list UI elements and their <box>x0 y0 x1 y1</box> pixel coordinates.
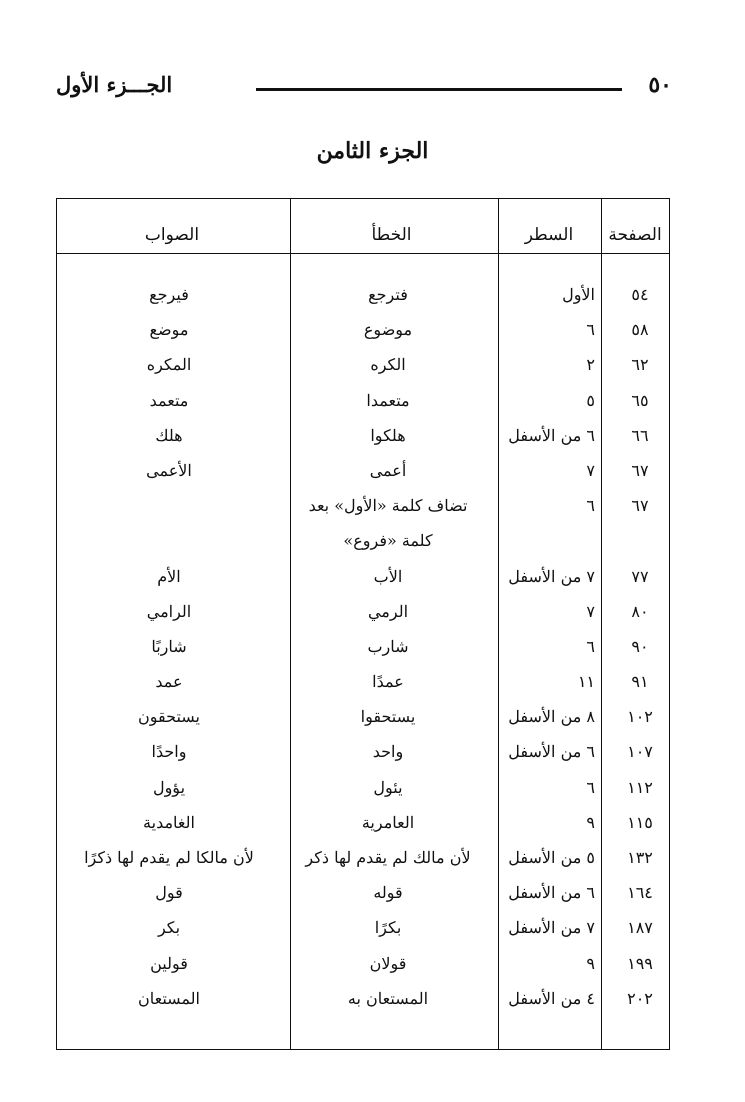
page-cell: ١٠٢ <box>627 707 653 727</box>
line-cell: ٦ <box>586 320 595 340</box>
error-cell: واحد <box>372 742 404 762</box>
column-header-error: الخطأ <box>371 225 412 245</box>
errata-table <box>56 198 670 1050</box>
line-cell: الأول <box>562 285 595 304</box>
line-cell: ٦ <box>586 777 595 797</box>
correct-cell: واحدًا <box>151 742 187 762</box>
page-cell: ٨٠ <box>631 601 649 621</box>
error-cell: هلكوا <box>370 425 406 445</box>
page-cell: ٢٠٢ <box>627 988 653 1008</box>
line-cell: ٢ <box>586 355 595 375</box>
table-body <box>57 285 671 1024</box>
error-cell: الأب <box>373 566 403 586</box>
correct-cell: المستعان <box>137 988 200 1008</box>
error-cell: عمدًا <box>372 672 404 692</box>
table-row <box>57 531 671 566</box>
page-cell: ١١٢ <box>627 777 653 797</box>
table-row <box>57 778 671 813</box>
line-cell: ٨ من الأسفل <box>508 707 595 727</box>
page-cell: ٥٤ <box>631 285 649 304</box>
correct-cell: المكره <box>146 355 192 375</box>
page-cell: ١٦٤ <box>627 883 653 903</box>
table-row <box>57 707 671 742</box>
error-cell: متعمدا <box>366 390 410 410</box>
page-cell: ٧٧ <box>631 566 649 586</box>
page-cell: ١٣٢ <box>627 848 653 867</box>
correct-cell: بكر <box>157 918 181 938</box>
page-cell: ١٩٩ <box>627 953 653 973</box>
line-cell: ٦ من الأسفل <box>508 425 595 445</box>
error-cell: العامرية <box>361 812 415 832</box>
error-cell: أعمى <box>369 460 407 480</box>
table-row <box>57 320 671 355</box>
page-cell: ٦٦ <box>631 425 649 445</box>
correct-cell: الرامي <box>146 601 192 621</box>
header-rule <box>256 88 622 91</box>
line-cell: ٩ <box>586 812 595 832</box>
line-cell: ٦ <box>586 636 595 656</box>
page-cell: ٦٥ <box>631 390 649 410</box>
line-cell: ٥ من الأسفل <box>508 848 595 867</box>
error-cell: الرمي <box>367 601 409 621</box>
correct-cell: متعمد <box>149 390 189 410</box>
error-cell: قوله <box>373 883 403 903</box>
table-row <box>57 285 671 320</box>
table-row <box>57 637 671 672</box>
error-cell: شارب <box>367 636 409 656</box>
table-row <box>57 954 671 989</box>
correct-cell: يؤول <box>152 777 186 797</box>
line-cell: ٧ <box>586 460 595 480</box>
line-cell: ٧ من الأسفل <box>508 918 595 938</box>
running-title: الجـــزء الأول <box>56 72 173 97</box>
table-row <box>57 426 671 461</box>
table-row <box>57 567 671 602</box>
correct-cell: هلك <box>155 425 183 445</box>
table-row <box>57 672 671 707</box>
error-cell: موضوع <box>363 320 413 340</box>
error-cell: يئول <box>373 777 403 797</box>
page-cell: ٦٧ <box>631 496 649 516</box>
table-row <box>57 813 671 848</box>
line-cell: ٤ من الأسفل <box>508 988 595 1008</box>
page-cell: ٩٠ <box>631 636 649 656</box>
table-row <box>57 742 671 777</box>
error-cell: بكرًا <box>374 918 402 938</box>
error-cell: يستحقوا <box>360 707 416 727</box>
table-row <box>57 496 671 531</box>
page-cell: ٦٢ <box>631 355 649 375</box>
line-cell: ٥ <box>586 390 595 410</box>
page-cell: ٩١ <box>631 672 649 692</box>
table-row <box>57 461 671 496</box>
page-cell: ٥٨ <box>631 320 649 340</box>
page-cell: ١١٥ <box>627 812 653 832</box>
correct-cell: قولين <box>150 953 188 973</box>
error-cell: الكره <box>370 355 406 375</box>
page-cell: ٦٧ <box>631 460 649 480</box>
error-cell: فترجع <box>368 285 408 304</box>
correct-cell: الأم <box>157 566 181 586</box>
header-row-divider <box>57 253 669 254</box>
table-row <box>57 391 671 426</box>
line-cell: ٧ من الأسفل <box>508 566 595 586</box>
correct-cell: عمد <box>155 672 183 692</box>
table-row <box>57 989 671 1024</box>
line-cell: ١١ <box>577 672 595 692</box>
table-row <box>57 918 671 953</box>
correct-cell: يستحقون <box>138 707 200 727</box>
correct-cell: لأن مالكا لم يقدم لها ذكرًا <box>84 848 254 867</box>
line-cell: ٦ من الأسفل <box>508 742 595 762</box>
line-cell: ٦ من الأسفل <box>508 883 595 903</box>
error-cell: لأن مالك لم يقدم لها ذكر <box>305 848 471 867</box>
correct-cell: الأعمى <box>146 460 192 480</box>
column-header-page: الصفحة <box>608 225 662 245</box>
table-row <box>57 355 671 390</box>
line-cell: ٦ <box>586 496 595 516</box>
section-title: الجزء الثامن <box>316 138 429 164</box>
correct-cell: الغامدية <box>143 812 195 832</box>
correct-cell: شاربًا <box>151 636 187 656</box>
error-cell: كلمة «فروع» <box>343 531 433 551</box>
error-cell: تضاف كلمة «الأول» بعد <box>308 496 468 516</box>
error-cell: المستعان به <box>347 988 429 1008</box>
correct-cell: قول <box>155 883 183 903</box>
page-number: ٥٠ <box>648 72 672 98</box>
line-cell: ٧ <box>586 601 595 621</box>
column-header-line: السطر <box>524 225 574 245</box>
error-cell: قولان <box>369 953 407 973</box>
page-cell: ١٠٧ <box>627 742 653 762</box>
correct-cell: موضع <box>149 320 189 340</box>
column-header-correct: الصواب <box>144 225 200 245</box>
page-cell: ١٨٧ <box>627 918 653 938</box>
table-row <box>57 848 671 883</box>
line-cell: ٩ <box>586 953 595 973</box>
table-row <box>57 883 671 918</box>
table-row <box>57 602 671 637</box>
running-header <box>56 72 672 102</box>
correct-cell: فيرجع <box>149 285 189 304</box>
